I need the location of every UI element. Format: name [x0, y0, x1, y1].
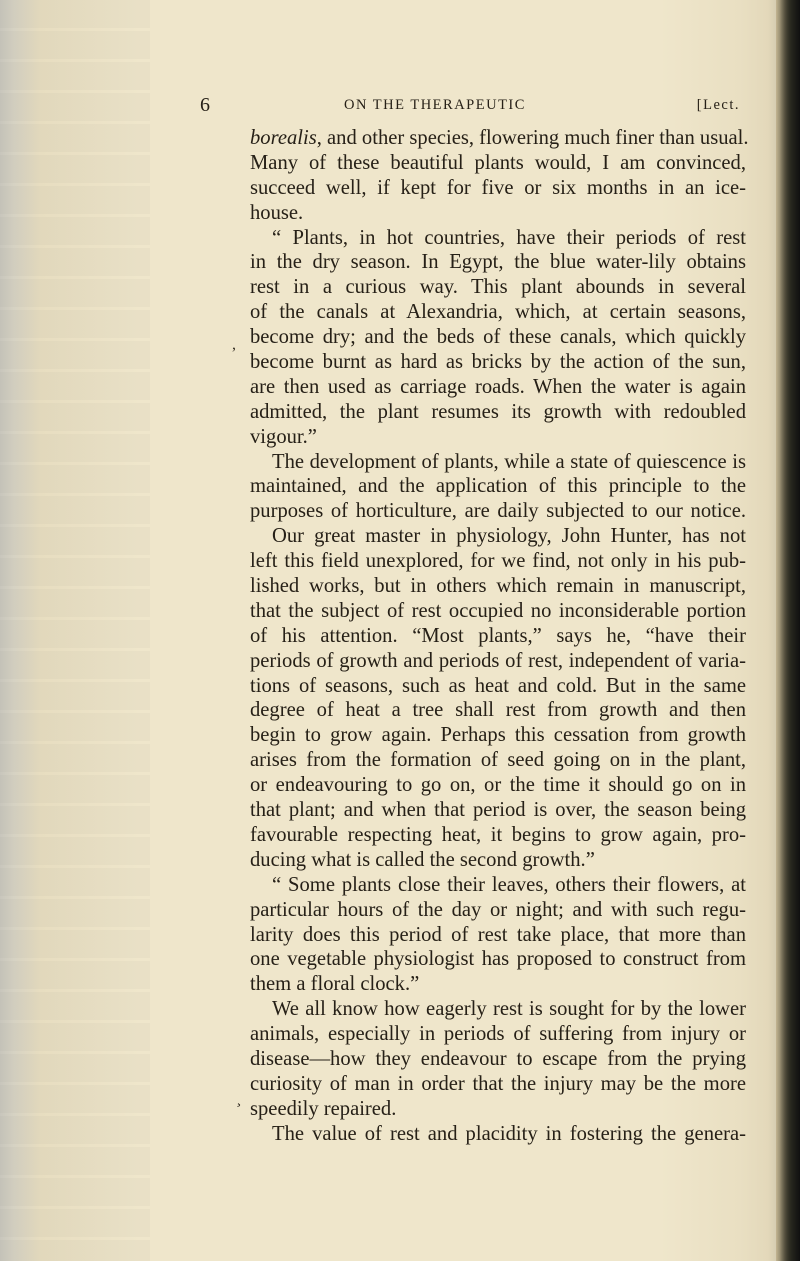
- text-line: borealis, and other species, flowering much finer than usual.: [250, 127, 749, 149]
- text-line: lished works, but in others which remain in manuscript,: [250, 575, 746, 598]
- text-line: Many of these beautiful plants would, I am convinced,: [250, 151, 746, 174]
- text-line: particular hours of the day or night; and with such regu-: [250, 898, 746, 921]
- running-head-title: ON THE THERAPEUTIC: [344, 97, 526, 113]
- text-line: The development of plants, while a state of quiescence is: [272, 450, 746, 473]
- text-line: or endeavouring to go on, or the time it should go on in: [250, 774, 746, 797]
- text-line: that plant; and when that period is over, the season being: [250, 799, 746, 822]
- text-line: are then used as carriage roads. When the water is again: [250, 375, 746, 398]
- text-line: purposes of horticulture, are daily subjected to our notice.: [250, 500, 746, 523]
- running-head-section: [Lect.: [696, 97, 740, 113]
- text-line: of the canals at Alexandria, which, at certain seasons,: [250, 301, 746, 324]
- margin-mark: ,: [232, 336, 236, 353]
- text-line: We all know how eagerly rest is sought for by the lower: [272, 998, 746, 1021]
- text-line: disease—how they endeavour to escape from the prying: [250, 1047, 746, 1070]
- page-number: 6: [200, 94, 211, 116]
- text-line: Our great master in physiology, John Hunter, has not: [272, 525, 746, 548]
- text-line: vigour.”: [250, 425, 317, 448]
- text-line: tions of seasons, such as heat and cold. But in the same: [250, 674, 746, 697]
- text-line: house.: [250, 201, 304, 224]
- left-margin-show-through: [0, 0, 150, 1261]
- text-line: degree of heat a tree shall rest from growth and then: [250, 699, 746, 722]
- running-head: [200, 94, 740, 116]
- text-line: ducing what is called the second growth.”: [250, 848, 595, 871]
- text-line: rest in a curious way. This plant abounds in several: [250, 276, 746, 299]
- text-line: “ Plants, in hot countries, have their periods of rest: [272, 226, 746, 249]
- text-line: speedily repaired.: [250, 1097, 397, 1120]
- text-line: begin to grow again. Perhaps this cessation from growth: [250, 724, 746, 747]
- text-line: animals, especially in periods of suffering from injury or: [250, 1023, 746, 1046]
- book-edge-shadow: [776, 0, 800, 1261]
- text-line: arises from the formation of seed going on in the plant,: [250, 749, 746, 772]
- text-line: in the dry season. In Egypt, the blue water-lily obtains: [250, 251, 746, 274]
- body-text: [250, 126, 749, 1147]
- text-line: succeed well, if kept for five or six months in an ice-: [250, 176, 746, 199]
- text-line: them a floral clock.”: [250, 973, 420, 996]
- text-line: become burnt as hard as bricks by the action of the sun,: [250, 351, 746, 374]
- text-line: become dry; and the beds of these canals, which quickly: [250, 326, 746, 349]
- text-line: that the subject of rest occupied no inconsiderable portion: [250, 599, 746, 622]
- margin-mark: ¸: [236, 1090, 242, 1107]
- text-line: admitted, the plant resumes its growth with redoubled: [250, 400, 746, 423]
- text-line: left this field unexplored, for we find, not only in his pub-: [250, 550, 746, 573]
- italic-term: borealis: [250, 127, 317, 149]
- text-line: of his attention. “Most plants,” says he, “have their: [250, 624, 746, 647]
- text-line: The value of rest and placidity in fostering the genera-: [272, 1122, 746, 1145]
- text-line: periods of growth and periods of rest, independent of varia-: [250, 649, 746, 672]
- text-line: maintained, and the application of this principle to the: [250, 475, 746, 498]
- text-line: favourable respecting heat, it begins to grow again, pro-: [250, 823, 746, 846]
- text-line: curiosity of man in order that the injury may be the more: [250, 1072, 746, 1095]
- text-line: one vegetable physiologist has proposed to construct from: [250, 948, 746, 971]
- text-line: “ Some plants close their leaves, others their flowers, at: [272, 873, 746, 896]
- text-line: larity does this period of rest take place, that more than: [250, 923, 746, 946]
